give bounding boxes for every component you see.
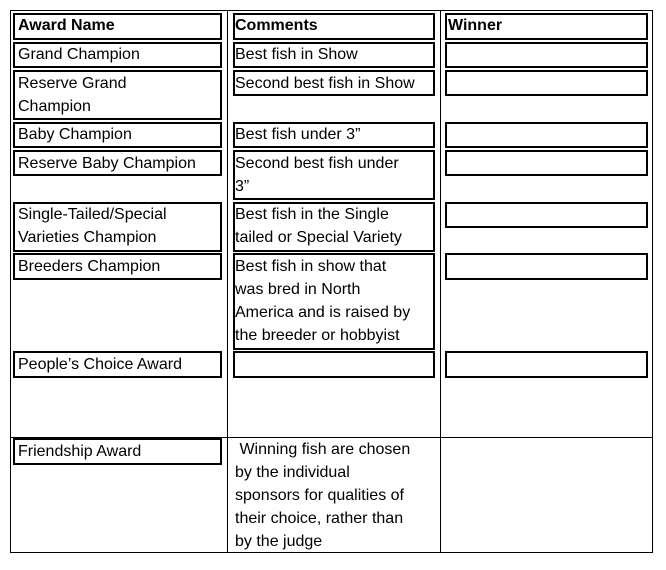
award-name: Reserve Baby Champion — [18, 155, 196, 172]
comment: Best fish under 3” — [235, 126, 361, 143]
winner-field[interactable] — [445, 122, 648, 148]
award-name-header: Award Name — [18, 17, 115, 34]
awards-table — [10, 10, 653, 553]
award-name: Grand Champion — [18, 46, 140, 63]
table-border-left — [10, 10, 11, 553]
comment: Best fish in show that was bred in North America and is raised by the breeder or hobbyist — [235, 258, 411, 344]
table-border-right — [652, 10, 653, 553]
column-divider-2 — [440, 10, 441, 553]
winner-field[interactable] — [445, 42, 648, 68]
table-border-top — [10, 10, 653, 11]
comment: Winning fish are chosen by the individual sponsors for qualities of their choice, rather than by the judge — [235, 441, 411, 550]
comments-header: Comments — [235, 17, 318, 34]
comment: Best fish in Show — [235, 46, 358, 63]
award-name: Single-Tailed/Special Varieties Champion — [18, 206, 167, 246]
comment: Second best fish under 3” — [235, 155, 399, 195]
column-divider-1 — [227, 10, 228, 553]
award-name: People’s Choice Award — [18, 356, 182, 373]
award-name: Reserve Grand Champion — [18, 75, 127, 115]
winner-field[interactable] — [445, 70, 648, 96]
award-name: Baby Champion — [18, 126, 132, 143]
award-name: Friendship Award — [18, 443, 142, 460]
winner-field[interactable] — [445, 202, 648, 228]
comment: Second best fish in Show — [235, 75, 415, 92]
winner-field[interactable] — [445, 351, 648, 378]
award-name: Breeders Champion — [18, 258, 161, 275]
winner-field[interactable] — [445, 253, 648, 280]
winner-field[interactable] — [445, 150, 648, 176]
comment-field[interactable] — [233, 351, 435, 378]
winner-header: Winner — [448, 17, 503, 34]
comment: Best fish in the Single tailed or Special Variety — [235, 206, 402, 246]
